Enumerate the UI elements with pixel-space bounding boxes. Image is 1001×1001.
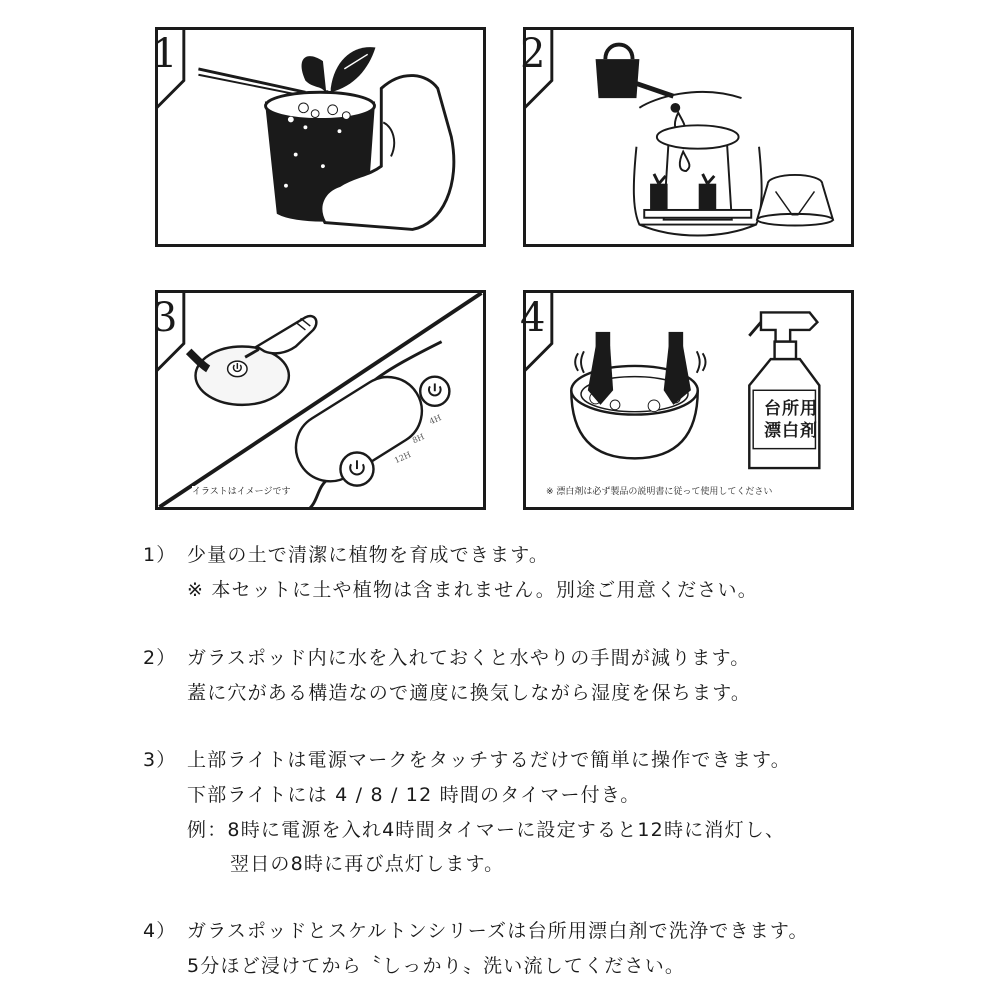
instruction-3-marker: 3） — [143, 749, 177, 771]
bleach-bottle-label — [758, 398, 824, 442]
step-number-1: 1 — [152, 31, 178, 77]
instruction-3-line-1: 上部ライトは電源マークをタッチするだけで簡単に操作できます。 — [187, 749, 791, 771]
panel-4-caption: ※ 漂白剤は必ず製品の説明書に従って使用してください — [546, 487, 773, 497]
instruction-1-marker: 1） — [143, 544, 177, 566]
timer-label-8h: 8H — [411, 432, 426, 446]
illustration-panel-1 — [155, 27, 486, 247]
instruction-3-line-2: 下部ライトには 4 / 8 / 12 時間のタイマー付き。 — [187, 784, 641, 806]
instruction-1-line-1: 少量の土で清潔に植物を育成できます。 — [187, 544, 550, 566]
timer-label-12h: 12H — [393, 450, 413, 466]
instruction-4-line-2: 5分ほど浸けてから〝しっかり〟洗い流してください。 — [187, 955, 686, 977]
illustration-panel-3 — [155, 290, 486, 510]
light-timer-illustration — [158, 293, 483, 507]
timer-label-4h: 4H — [428, 413, 443, 427]
glass-pod-watering-illustration — [526, 30, 851, 244]
step-number-4: 4 — [520, 295, 546, 341]
instruction-3-line-4: 翌日の8時に再び点灯します。 — [230, 853, 505, 875]
instruction-2-line-2: 蓋に穴がある構造なので適度に換気しながら湿度を保ちます。 — [187, 682, 752, 704]
instruction-2-line-1: ガラスポッド内に水を入れておくと水やりの手間が減ります。 — [187, 647, 751, 669]
instruction-2-marker: 2） — [143, 647, 177, 669]
bottle-label-line-2: 漂白剤 — [764, 421, 818, 441]
panel-3-caption: イラストはイメージです — [192, 487, 291, 497]
instruction-4-marker: 4） — [143, 920, 177, 942]
step-number-3: 3 — [152, 295, 178, 341]
instruction-3-line-3: 例：8時に電源を入れ4時間タイマーに設定すると12時に消灯し、 — [187, 819, 786, 841]
bottle-label-line-1: 台所用 — [764, 399, 818, 419]
instruction-4-line-1: ガラスポッドとスケルトンシリーズは台所用漂白剤で洗浄できます。 — [187, 920, 809, 942]
illustration-panel-2 — [523, 27, 854, 247]
step-number-2: 2 — [520, 31, 546, 77]
instruction-1-line-2: ※ 本セットに土や植物は含まれません。別途ご用意ください。 — [187, 579, 758, 601]
seedling-pot-illustration — [158, 30, 483, 244]
